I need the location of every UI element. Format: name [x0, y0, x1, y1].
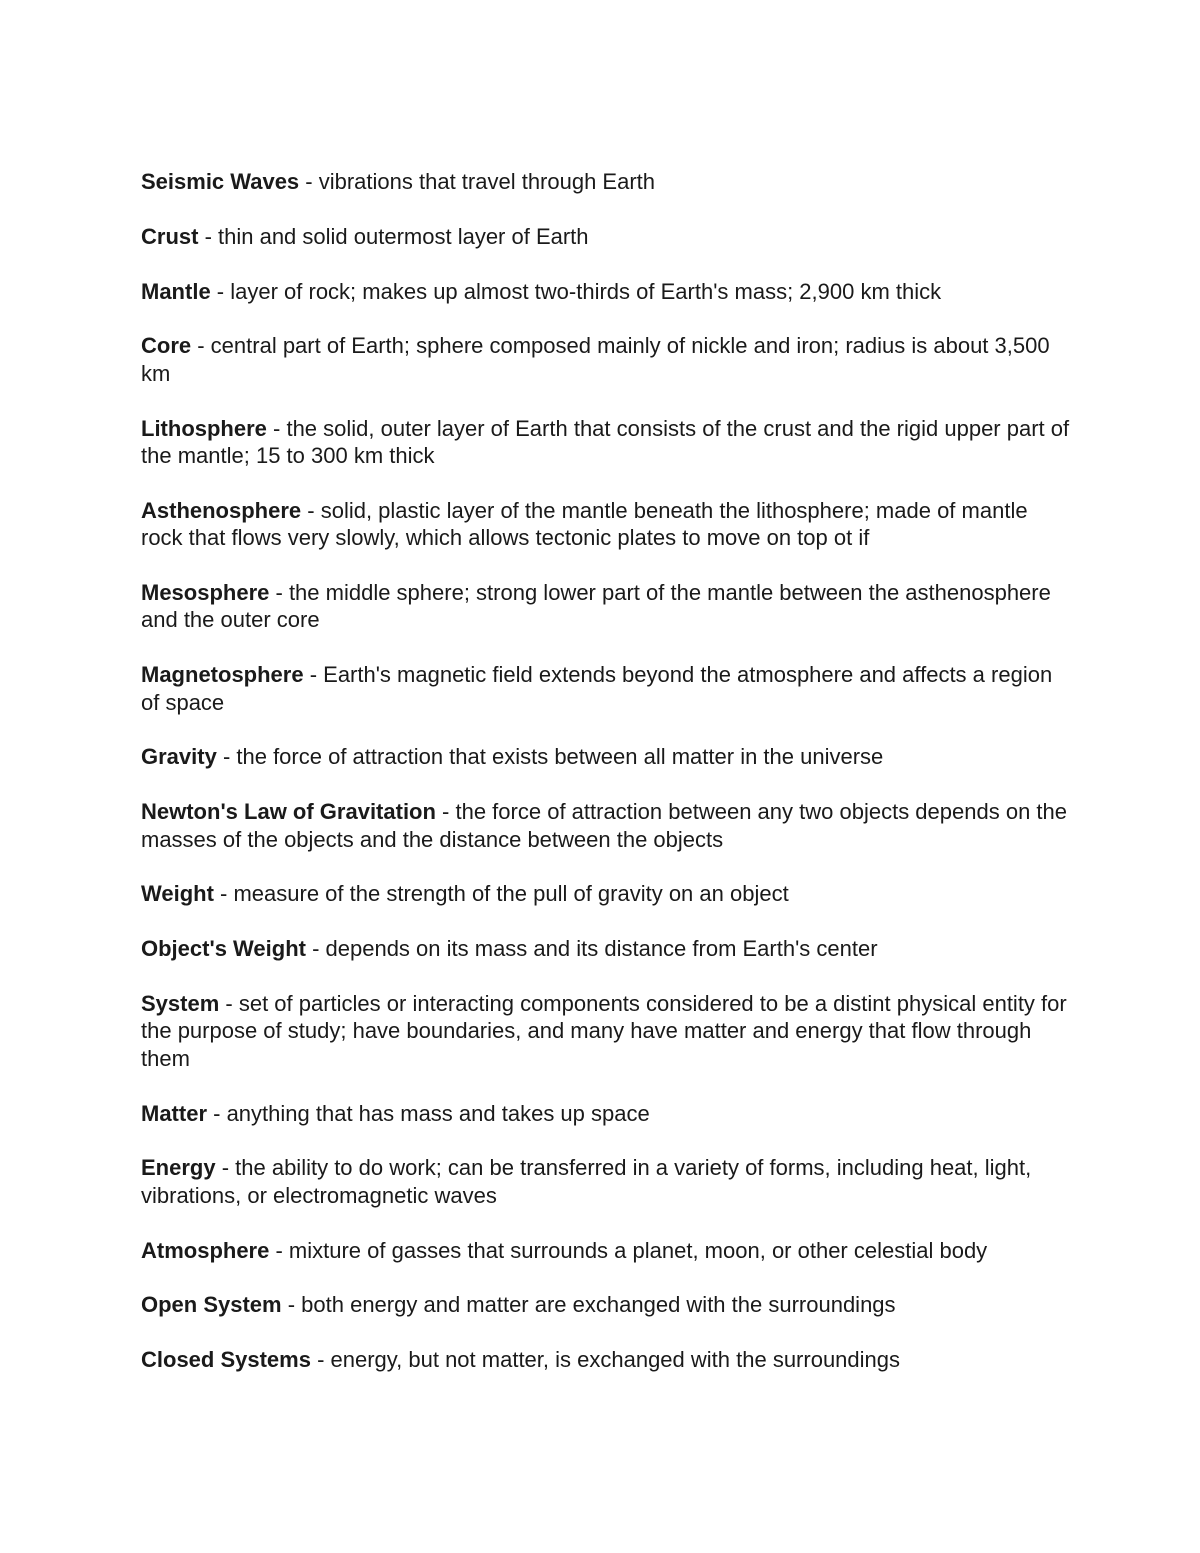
glossary-entry-newtons-law	[141, 798, 1071, 853]
definition: - both energy and matter are exchanged with the surroundings	[281, 1292, 896, 1318]
glossary-entry-lithosphere	[141, 415, 1071, 470]
term: Newton's Law of Gravitation	[141, 799, 436, 825]
glossary-entry-core	[141, 332, 1071, 387]
glossary-entry-system	[141, 990, 1071, 1072]
definition: - the solid, outer layer of Earth that consists of the crust and the rigid upper part of the mantle; 15 to 300 km thick	[141, 415, 1070, 468]
term: System	[141, 991, 220, 1016]
glossary-entry-gravity	[141, 743, 1071, 770]
glossary-entry-objects-weight	[141, 935, 1071, 962]
glossary-entry-mantle	[141, 278, 1071, 305]
definition: - the force of attraction between any two objects depends on the masses of the objects and the distance between the objects	[141, 799, 1067, 852]
term: Mesosphere	[141, 580, 270, 605]
definition: - thin and solid outermost layer of Earth	[198, 223, 589, 249]
glossary-page	[141, 168, 1071, 1401]
definition: - central part of Earth; sphere composed mainly of nickle and iron; radius is about 3,500 km	[141, 333, 1050, 386]
definition: - the force of attraction that exists between all matter in the universe	[216, 744, 884, 770]
glossary-entry-open-system	[141, 1291, 1071, 1318]
term: Open System	[141, 1292, 282, 1318]
glossary-entry-mesosphere	[141, 579, 1071, 634]
term: Asthenosphere	[141, 497, 302, 523]
term: Closed Systems	[141, 1347, 311, 1373]
glossary-entry-crust	[141, 223, 1071, 250]
definition: - Earth's magnetic field extends beyond the atmosphere and affects a region of space	[141, 662, 1053, 715]
glossary-entry-energy	[141, 1154, 1071, 1209]
term: Matter	[141, 1100, 208, 1126]
term: Gravity	[141, 744, 217, 770]
term: Weight	[141, 881, 214, 907]
glossary-entry-magnetosphere	[141, 661, 1071, 716]
glossary-entry-seismic-waves	[141, 168, 1071, 195]
glossary-entry-weight	[141, 880, 1071, 907]
term: Seismic Waves	[141, 169, 300, 194]
definition: - solid, plastic layer of the mantle beneath the lithosphere; made of mantle rock that flows very slowly, which allows tectonic plates to move on top ot if	[141, 497, 1028, 551]
glossary-entry-closed-systems	[141, 1346, 1071, 1373]
term: Object's Weight	[141, 936, 306, 962]
term: Energy	[141, 1155, 216, 1181]
term: Crust	[141, 223, 199, 249]
definition: - measure of the strength of the pull of gravity on an object	[213, 881, 789, 907]
definition: - anything that has mass and takes up space	[207, 1100, 650, 1126]
definition: - layer of rock; makes up almost two-thirds of Earth's mass; 2,900 km thick	[210, 278, 942, 304]
definition: - vibrations that travel through Earth	[299, 169, 656, 194]
term: Lithosphere	[141, 415, 267, 441]
term: Atmosphere	[141, 1237, 270, 1263]
definition: - set of particles or interacting components considered to be a distint physical entity for the purpose of study; have boundaries, and many have matter and energy that flow through them	[141, 991, 1067, 1071]
definition: - the middle sphere; strong lower part of the mantle between the asthenosphere and the outer core	[141, 580, 1051, 633]
term: Magnetosphere	[141, 662, 304, 688]
definition: - depends on its mass and its distance from Earth's center	[305, 936, 878, 962]
glossary-entry-matter	[141, 1100, 1071, 1127]
glossary-entry-asthenosphere	[141, 497, 1071, 552]
definition: - the ability to do work; can be transferred in a variety of forms, including heat, light, vibrations, or electromagnetic waves	[141, 1155, 1032, 1208]
term: Core	[141, 333, 192, 359]
glossary-entry-atmosphere	[141, 1237, 1071, 1264]
term: Mantle	[141, 278, 211, 304]
definition: - mixture of gasses that surrounds a planet, moon, or other celestial body	[269, 1237, 988, 1263]
definition: - energy, but not matter, is exchanged with the surroundings	[310, 1347, 901, 1373]
